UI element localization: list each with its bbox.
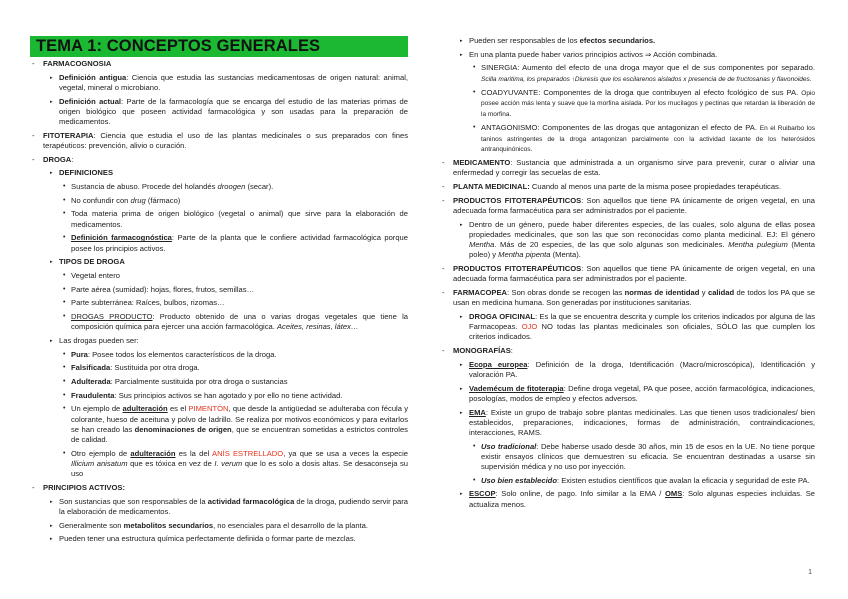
text-run: : Sus principios activos se han agotado y por ello no tiene actividad. [114, 390, 343, 400]
text-run: de todos los PA que se usan en medicina humana. Son generadas por instituciones sanitarias. [453, 288, 815, 308]
text-run: Definición actual [59, 96, 122, 106]
text-run: : [510, 346, 513, 356]
triangle-bullet-icon: ▸ [460, 385, 463, 392]
dot-bullet-icon: • [63, 196, 66, 204]
dot-bullet-icon: • [63, 378, 66, 386]
left-list-item [30, 449, 408, 480]
text-run: : Sustituida por otra droga. [110, 363, 200, 373]
dash-marker: - [442, 346, 445, 356]
right-list-item [440, 288, 815, 308]
dash-marker: - [32, 59, 35, 68]
text-run: Fraudulenta [71, 390, 115, 400]
text-run: que es tóxica en vez de [127, 459, 215, 468]
text-run: Pura [71, 349, 88, 359]
text-run: Pueden tener una estructura química perfectamente definida o formar parte de mezclas. [59, 534, 356, 544]
text-run: Otro ejemplo de [71, 448, 131, 458]
text-run: DROGA [43, 154, 72, 164]
text-run: : Sustancia que administrada a un organismo sirve para prevenir, curar o aliviar una enfermedad y corregir las secuelas de esta. [453, 158, 815, 178]
text-run: ANTAGONISMO: Componentes de las drogas que antagonizan el efecto de PA. [481, 122, 760, 132]
text-run: : Definición de la droga, Identificación (Macro/microscópica), Identificación y valoración PA. [469, 359, 815, 379]
dot-bullet-icon: • [63, 271, 66, 279]
dot-bullet-icon: • [63, 391, 66, 399]
text-run: normas de identidad [624, 288, 700, 297]
text-run: : Ciencia que estudia el uso de las plantas medicinales o sus preparados con fines terapéuticos: prevención, alivio o curación. [43, 130, 408, 150]
left-list-item [30, 534, 408, 544]
left-list-item [30, 233, 408, 253]
triangle-bullet-icon: ▸ [50, 74, 53, 81]
triangle-bullet-icon: ▸ [460, 409, 463, 416]
text-run: Generalmente son [59, 520, 124, 530]
text-run: COADYUVANTE: Componentes de la droga que contribuyen al efecto fcológico de sus PA. [481, 87, 802, 97]
text-run: PRINCIPIOS ACTIVOS: [43, 482, 125, 492]
text-run: DROGA OFICINAL [469, 311, 536, 321]
text-run: SINERGIA: Aumento del efecto de una droga mayor que el de sus componentes por separado. [481, 63, 815, 73]
text-run: adulteración [130, 448, 176, 458]
text-run: OMS [664, 489, 683, 499]
left-list-item [30, 196, 408, 206]
dash-marker: - [442, 288, 445, 297]
dot-bullet-icon: • [63, 364, 66, 372]
text-run: droogen [217, 182, 246, 192]
right-list-item [440, 476, 815, 486]
dot-bullet-icon: • [473, 88, 476, 96]
dash-marker: - [442, 264, 445, 274]
triangle-bullet-icon: ▸ [460, 361, 463, 368]
text-run: En el Ruibarbo los taninos astringentes de la droga antagonizan parcialmente con la actividad laxante de los heterósidos antranquinónicos. [481, 124, 815, 154]
text-run: Uso tradicional [481, 441, 537, 451]
text-run: MEDICAMENTO [453, 158, 511, 168]
text-run: : Parte de la planta que le confiere actividad farmacológica porque posee los principios activos. [71, 233, 408, 253]
text-run: PRODUCTOS FITOTERAPÉUTICOS [453, 264, 582, 274]
text-run: es la del [175, 448, 213, 458]
left-list-item [30, 312, 408, 332]
right-list-item [440, 88, 815, 120]
dot-bullet-icon: • [63, 299, 66, 307]
text-run: Un ejemplo de [71, 404, 123, 414]
dash-marker: - [32, 154, 35, 164]
text-run: efectos secundarios. [579, 36, 656, 45]
left-list-item [30, 271, 408, 281]
text-run: PIMENTÓN [188, 404, 229, 414]
text-run: TIPOS DE DROGA [59, 257, 125, 267]
text-run: Mentha [469, 240, 495, 250]
text-run: , ya que se usa a veces la especie [283, 448, 409, 458]
dot-bullet-icon: • [63, 313, 66, 321]
text-run: Mentha pipenta [498, 250, 551, 260]
dot-bullet-icon: • [63, 234, 66, 242]
dash-marker: - [442, 158, 445, 168]
text-run: Mentha pulegium [728, 240, 788, 250]
text-run: PRODUCTOS FITOTERAPÉUTICOS [453, 195, 582, 205]
right-list-item [440, 158, 815, 178]
text-run: : Solo online, de pago. Info similar a la EMA / [495, 489, 665, 499]
text-run: Illicium anisatum [71, 459, 128, 468]
right-list-item [440, 123, 815, 155]
text-run: En una planta puede haber varios principios activos ⇒ Acción combinada. [469, 49, 718, 59]
text-run: (Menta poleo) y [469, 240, 815, 260]
triangle-bullet-icon: ▸ [50, 170, 53, 177]
text-run: : Existe un grupo de trabajo sobre plantas medicinales. Las que tienen usos tradicionales/ bien establecidos, preparaciones, indicaciones, formas de administración, contraindicaciones, interacciones, RAMS. [469, 407, 815, 437]
text-run: denominaciones de origen [134, 424, 232, 434]
right-list-item [440, 384, 815, 404]
text-run: PLANTA MEDICINAL: [453, 182, 530, 192]
right-list-item [440, 63, 815, 84]
text-run: : Parte de la farmacología que se encarga del estudio de las materias primas de origen biológico que poseen actividad farmacológica y son usadas para la preparación de medicamentos. [59, 96, 408, 127]
text-run: actividad farmacológica [207, 496, 295, 506]
text-run: FARMACOGNOSIA [43, 59, 112, 68]
text-run: FITOTERAPIA [43, 130, 94, 140]
text-run: adulteración [122, 404, 168, 414]
text-run: , que se encuentran sometidas a estrictos controles de calidad. [71, 424, 408, 445]
triangle-bullet-icon: ▸ [460, 221, 463, 228]
text-run: OJO [521, 322, 538, 332]
text-run: : Existen estudios científicos que avalan la eficacia y seguridad de este PA. [556, 475, 810, 485]
right-list-item [440, 50, 815, 60]
text-run: Vademécum de fitoterapia [469, 383, 564, 393]
text-run: : Posee todos los elementos característicos de la droga. [87, 349, 277, 359]
text-run: Sustancia de abuso. Procede del holandés [71, 182, 218, 192]
text-run: Falsificada [71, 363, 111, 373]
left-list-item [30, 168, 408, 178]
dot-bullet-icon: • [473, 123, 476, 131]
text-run: drug [130, 195, 146, 205]
left-list-item [30, 350, 408, 360]
right-list-item [440, 196, 815, 216]
dot-bullet-icon: • [63, 350, 66, 358]
text-run: : Debe haberse usado desde 30 años, min 15 de esos en la UE. No tiene porque existir ensayos clínicos que demuestren su eficacia. Se encuentran destinadas a usarse sin supervisión médica y no uso por inyección. [481, 441, 816, 472]
dot-bullet-icon: • [473, 64, 476, 72]
right-list-item [440, 489, 815, 509]
left-list-item [30, 298, 408, 308]
page-title: TEMA 1: CONCEPTOS GENERALES [30, 36, 408, 57]
right-list-item [440, 346, 815, 356]
text-run: : Es la que se encuentra descrita y cumple los criterios indicados por alguna de las Farmacopeas. [469, 311, 816, 332]
text-run: Parte subterránea: Raíces, bulbos, rizomas… [71, 298, 225, 308]
text-run: : Son aquellos que tiene PA únicamente de origen vegetal, en una adecuada forma farmacéutica para ser administrados por el paciente. [453, 195, 815, 216]
text-run: : Define droga vegetal, PA que posee, acción farmacológica, indicaciones, posologías, modos de empleo y efectos adversos. [469, 383, 815, 403]
triangle-bullet-icon: ▸ [460, 51, 463, 58]
text-run: FARMACOPEA [453, 288, 508, 297]
dot-bullet-icon: • [63, 449, 66, 457]
text-run: Ecopa europea [469, 359, 528, 369]
left-list-item [30, 182, 408, 192]
right-column [440, 36, 815, 513]
text-run: metabolitos secundarios [123, 520, 214, 530]
text-run: : Solo algunas especies incluidas. Se actualiza menos. [469, 489, 815, 509]
text-run: es el [167, 404, 189, 414]
left-list-item [30, 391, 408, 401]
text-run: , no esenciales para el desarrollo de la planta. [213, 520, 368, 530]
text-run: Toda materia prima de origen biológico (vegetal o animal) que sirve para la elaboración de medicamentos. [71, 209, 408, 229]
text-run: : Parcialmente sustituida por otra droga o sustancias [110, 377, 288, 387]
left-list-item [30, 497, 408, 517]
text-run: Dentro de un género, puede haber diferentes especies, de las cuales, solo alguna de ellas posea propiedades medicinales, que son las que son reconocidas como planta medicinal. EJ: El género [469, 219, 815, 239]
left-list-item [30, 285, 408, 295]
right-list-item [440, 36, 815, 46]
right-list-item [440, 360, 815, 380]
left-list-item [30, 363, 408, 373]
text-run: Cuando al menos una parte de la misma posee propiedades terapéuticas. [529, 182, 781, 192]
dot-bullet-icon: • [63, 285, 66, 293]
right-list-item [440, 312, 815, 343]
text-run: (secar). [245, 182, 274, 192]
text-run: : Son obras donde se recogen las [507, 288, 625, 297]
dash-marker: - [32, 482, 35, 492]
text-run: ANÍS ESTRELLADO [212, 448, 284, 458]
right-list-item [440, 220, 815, 261]
text-run: DROGAS PRODUCTO [71, 312, 153, 322]
dash-marker: - [442, 195, 445, 205]
text-run: Son sustancias que son responsables de la [59, 496, 208, 506]
text-run: : Son aquellos que tiene PA únicamente de origen vegetal, en una adecuada forma farmacéutica para ser administrados por el paciente. [453, 264, 815, 284]
text-run: . Más de 20 especies, de las que solo algunas son medicinales. [494, 240, 729, 250]
text-run: Adulterada [71, 377, 111, 387]
text-run: , que desde la antigüedad se adulteraba con fécula y colorante, hueso de aceituna y polvo de ladrillo. Se realiza por motivos económicos y para evitarlos se han creado las [71, 404, 409, 434]
right-list-item [440, 408, 815, 439]
dot-bullet-icon: • [473, 442, 476, 450]
left-list-item [30, 73, 408, 93]
left-list-item [30, 377, 408, 387]
triangle-bullet-icon: ▸ [50, 337, 53, 344]
text-run: : [71, 154, 74, 164]
left-list-item [30, 257, 408, 267]
text-run: que lo es solo a dosis altas. Se desaconseja su uso [71, 459, 408, 479]
triangle-bullet-icon: ▸ [460, 491, 463, 498]
left-list-item [30, 155, 408, 165]
triangle-bullet-icon: ▸ [50, 259, 53, 266]
text-run: NO todas las plantas medicinales son oficiales, SÓLO las que cumplen los criterios indicados. [469, 322, 815, 342]
triangle-bullet-icon: ▸ [460, 38, 463, 44]
text-run: Vegetal entero [71, 270, 120, 280]
page-number: 1 [808, 569, 812, 576]
left-list-item [30, 97, 408, 128]
text-run: Definición farmacognóstica [71, 233, 172, 243]
text-run: : Ciencia que estudia las sustancias medicamentosas de origen natural: animal, vegetal, mineral o microbiano. [59, 72, 408, 92]
triangle-bullet-icon: ▸ [50, 498, 53, 505]
text-run: Pueden ser responsables de los [469, 36, 580, 45]
left-list-item [30, 521, 408, 531]
text-run: : Producto obtenido de una o varias drogas vegetales que tiene la composición química para ejercer una acción farmacológica. [71, 312, 409, 332]
text-run: y [699, 288, 708, 297]
text-run: Uso bien establecido [481, 475, 557, 485]
text-run: Parte aérea (sumidad): hojas, flores, frutos, semillas… [71, 284, 255, 294]
text-run: Opio posee acción más lenta y suave que la morfina aislada. Por los mucílagos y pectinas que retardan la liberación de la morfina. [481, 89, 815, 118]
left-list-item [30, 336, 408, 346]
text-run: Las drogas pueden ser: [59, 335, 139, 345]
text-run: (Menta). [550, 250, 581, 260]
triangle-bullet-icon: ▸ [50, 522, 53, 529]
text-run: MONOGRAFÍAS [453, 346, 511, 356]
right-list-item [440, 264, 815, 284]
text-run: EMA [469, 407, 486, 417]
triangle-bullet-icon: ▸ [50, 98, 53, 105]
text-run: Aceites, resinas, látex… [276, 322, 359, 332]
left-list-item [30, 59, 408, 69]
dash-marker: - [442, 182, 445, 192]
left-list-item [30, 209, 408, 229]
left-list-item [30, 404, 408, 445]
dot-bullet-icon: • [63, 183, 66, 191]
left-list-item [30, 131, 408, 151]
text-run: DEFINICIONES [59, 168, 114, 178]
text-run: No confundir con [71, 195, 131, 205]
dot-bullet-icon: • [63, 210, 66, 218]
dash-marker: - [32, 130, 35, 140]
dot-bullet-icon: • [63, 405, 66, 413]
text-run: Scilla maritima, los preparados ↑Diuresis que los escilarenos aislados x presencia de de fructosanas y flavonoides. [481, 75, 812, 83]
text-run: I. verum [214, 459, 243, 468]
triangle-bullet-icon: ▸ [50, 536, 53, 543]
left-column [30, 36, 408, 548]
right-list-item [440, 442, 815, 473]
text-run: (fármaco) [145, 195, 181, 205]
text-run: ESCOP [469, 489, 496, 499]
text-run: calidad [707, 288, 735, 297]
dot-bullet-icon: • [473, 476, 476, 484]
triangle-bullet-icon: ▸ [460, 313, 463, 320]
left-list-item [30, 483, 408, 493]
text-run: Definición antigua [59, 72, 127, 82]
right-list-item [440, 182, 815, 192]
text-run: de la droga, pudiendo servir para la elaboración de medicamentos. [59, 496, 408, 516]
